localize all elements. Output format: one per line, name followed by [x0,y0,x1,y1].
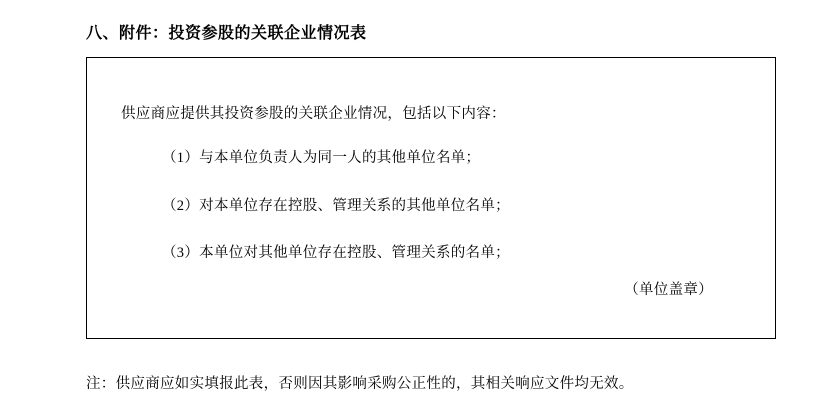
list-item: （1）与本单位负责人为同一人的其他单位名单； [162,149,481,166]
footnote: 注：供应商应如实填报此表，否则因其影响采购公正性的，其相关响应文件均无效。 [86,376,634,392]
lead-paragraph: 供应商应提供其投资参股的关联企业情况，包括以下内容： [121,106,506,122]
page-title: 八、附件：投资参股的关联企业情况表 [86,25,367,42]
requirement-list [121,148,741,265]
list-item: （3）本单位对其他单位存在控股、管理关系的名单； [162,245,510,262]
seal-label: （单位盖章） [624,282,713,298]
attachment-box [86,57,776,339]
list-item: （2）对本单位存在控股、管理关系的其他单位名单； [162,197,510,214]
